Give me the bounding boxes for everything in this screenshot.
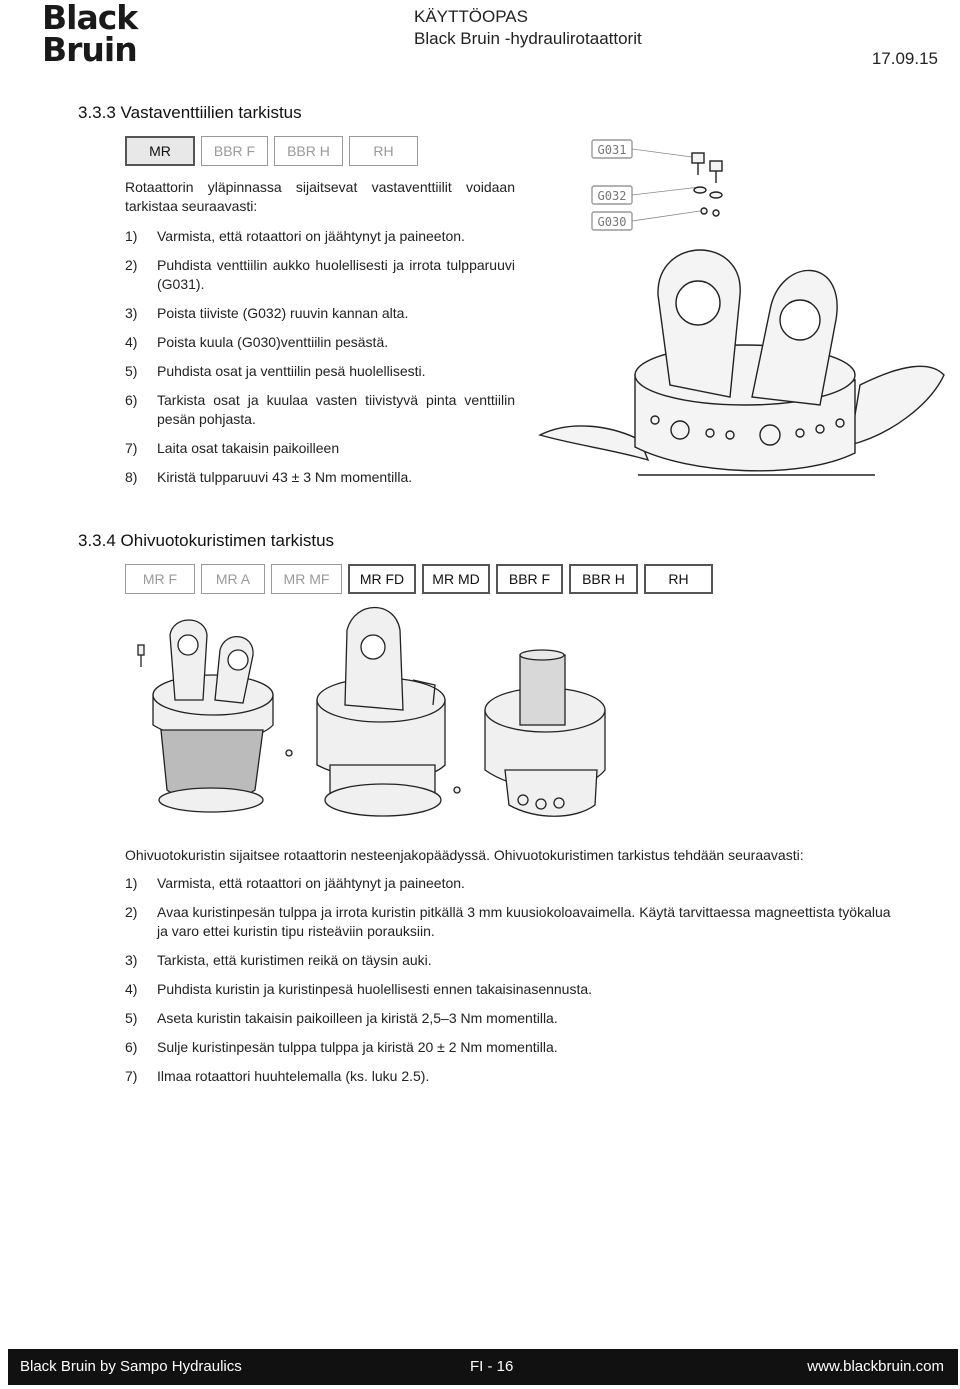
model-tag-mr-fd: MR FD: [348, 564, 416, 594]
list-item: 1) Varmista, että rotaattori on jäähtynyt ja paineeton.: [125, 228, 465, 244]
list-item: 3) Poista tiiviste (G032) ruuvin kannan alta.: [125, 305, 409, 321]
rotator-model-2: [286, 608, 445, 817]
list-item: 1) Varmista, että rotaattori on jäähtynyt ja paineeton.: [125, 875, 465, 891]
model-tag-mr: MR: [125, 136, 195, 166]
list-item: 8) Kiristä tulpparuuvi 43 ± 3 Nm momentilla.: [125, 469, 413, 485]
rotator-model-1: [138, 620, 273, 812]
label-box-g031: [592, 140, 632, 158]
label-box-g030: [592, 212, 632, 230]
list-item: 6) Sulje kuristinpesän tulppa tulppa ja kiristä 20 ± 2 Nm momentilla.: [125, 1039, 558, 1055]
bypass-throttle-intro: Ohivuotokuristin sijaitsee rotaattorin nesteenjakopäädyssä. Ohivuotokuristimen tarkistus tehdään seuraavasti:: [125, 847, 804, 863]
model-tag-bbr-f: BBR F: [496, 564, 563, 594]
document-subtitle: Black Bruin -hydraulirotaattorit: [414, 29, 642, 48]
list-item: 3) Tarkista, että kuristimen reikä on täysin auki.: [125, 952, 432, 968]
list-item: 7) Laita osat takaisin paikoilleen: [125, 440, 340, 456]
model-tag-bbr-f: BBR F: [201, 136, 268, 166]
model-tag-mr-a: MR A: [201, 564, 265, 594]
rotators-throttle-figure: [125, 605, 625, 835]
document-date: 17.09.15: [871, 49, 938, 68]
model-tag-rh: RH: [644, 564, 713, 594]
model-tag-bbr-h: BBR H: [569, 564, 638, 594]
section-heading-bypass-throttle: 3.3.4 Ohivuotokuristimen tarkistus: [78, 531, 335, 550]
list-item: 5) Aseta kuristin takaisin paikoilleen ja kiristä 2,5–3 Nm momentilla.: [125, 1010, 558, 1026]
section-heading-check-valves: 3.3.3 Vastaventtiilien tarkistus: [78, 103, 302, 122]
document-type: KÄYTTÖOPAS: [414, 7, 528, 26]
model-tag-mr-f: MR F: [125, 564, 195, 594]
list-item: 6) Tarkista osat ja kuulaa vasten tiivistyvä pinta venttiilin pesän pohjasta.: [125, 392, 515, 427]
check-valves-steps: [125, 227, 515, 497]
list-item: 7) Ilmaa rotaattori huuhtelemalla (ks. luku 2.5).: [125, 1068, 430, 1084]
model-tag-bbr-h: BBR H: [274, 136, 343, 166]
check-valves-intro: Rotaattorin yläpinnassa sijaitsevat vastaventtiilit voidaan tarkistaa seuraavasti:: [125, 179, 515, 214]
model-tag-mr-md: MR MD: [422, 564, 490, 594]
svg-text:G031: G031: [597, 143, 627, 157]
footer-website-link[interactable]: www.blackbruin.com: [807, 1358, 944, 1375]
svg-text:G032: G032: [597, 189, 627, 203]
footer-company: Black Bruin by Sampo Hydraulics: [20, 1358, 242, 1375]
logo-line-1: Black: [42, 0, 138, 37]
black-bruin-logo: [42, 0, 152, 69]
model-tags-check-valves: [125, 136, 418, 166]
footer-page-number: FI - 16: [470, 1358, 514, 1375]
model-tag-rh: RH: [349, 136, 418, 166]
list-item: 4) Poista kuula (G030)venttiilin pesästä.: [125, 334, 389, 350]
logo-line-2: Bruin: [42, 30, 137, 69]
rotator-model-3: [454, 650, 605, 816]
page-footer: [8, 1349, 958, 1385]
svg-text:G030: G030: [597, 215, 627, 229]
model-tags-bypass-throttle: [125, 564, 713, 594]
list-item: 4) Puhdista kuristin ja kuristinpesä huolellisesti ennen takaisinasennusta.: [125, 981, 593, 997]
list-item: 2) Puhdista venttiilin aukko huolellisesti ja irrota tulpparuuvi (G031).: [125, 257, 515, 292]
document-header: [414, 6, 642, 50]
list-item: 5) Puhdista osat ja venttiilin pesä huolellisesti.: [125, 363, 426, 379]
bypass-throttle-steps: [125, 874, 905, 1096]
model-tag-mr-mf: MR MF: [271, 564, 342, 594]
rotator-check-valve-figure: [530, 135, 950, 480]
list-item: 2) Avaa kuristinpesän tulppa ja irrota kuristin pitkällä 3 mm kuusiokoloavaimella. Käytä tarvittaessa magneettista työkalua ja varo ettei kuristin tipu risteäviin porauksiin.: [125, 904, 891, 939]
label-box-g032: [592, 186, 632, 204]
